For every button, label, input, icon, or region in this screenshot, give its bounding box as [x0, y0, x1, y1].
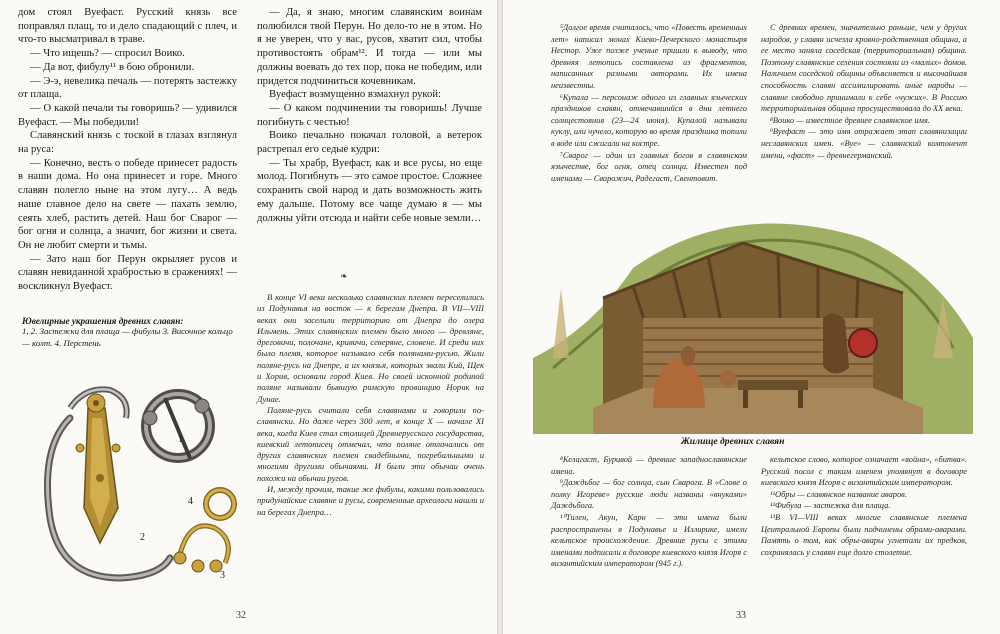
footnote: ⁶Купала — персонаж одного из главных языческих праздников славян, отмечавшийся в дни летнего солнцестояния (23—24 июня). Купалой называли куклу, или чучело, которую во время праздника топили в воде или сжигали на костре.	[551, 92, 747, 148]
left-page	[0, 0, 497, 634]
figure-label: 3	[220, 570, 225, 581]
history-text	[257, 292, 484, 518]
jewelry-caption	[22, 316, 242, 349]
footnote: С древних времен, значительно раньше, чем у других народов, у славян исчезла кровно-родственная община, а ее место заняла соседская (территориальная) община. Поэтому славянские селения состояли из «малых» домов. Наличием соседской общины объясняется и высочайшая способность славян ассимилировать иные народы — славяне свободно принимали к себе «чужих». В Россию территориальная община просуществовала до XX века.	[761, 23, 967, 114]
jewelry-illustration	[30, 378, 240, 598]
paragraph: — Зато наш бог Перун окрыляет русов и славян невиданной храбростью в сражениях! — воскликнул Вуефаст.	[18, 253, 237, 293]
paragraph: — Конечно, весть о победе принесет радость в наши дома. Но она принесет и горе. Много славян полегло ныне на этом лугу… А ведь наше главное дело на свете — пахать землю, сеять хлеб, растить детей. Наш бог Сварог — бог огня и солнца, а значит, бог жизни и света. Он не любит смерти и тьмы.	[18, 157, 237, 251]
left-col2-text	[257, 6, 482, 225]
jewelry-caption-body: 1, 2. Застежки для плаща — фибулы 3. Височное кольцо — колт. 4. Перстень	[22, 326, 233, 348]
temple-ring-icon	[174, 526, 228, 572]
paragraph: Поляне-русь считали себя славянами и говорили по-славянски. Но даже через 300 лет, в конце X — начале XI века, когда Киев стал столицей Древнерусского государства, киевский летописец отмечал, что поляне отличались от других славянских племен свадебными, погребальными и многими другими обычаями. И были эти обычаи очень похожи на обычаи ругов.	[257, 404, 484, 483]
footnote: ⁵Долгое время считалось, что «Повесть временных лет» написал монах Киево-Печерского монастыря Нестор. Уже позже ученые пришли к выводу, что древняя летопись составлена из фрагментов, написанных разными авторами. Их имена неизвестны.	[551, 23, 747, 90]
paragraph: — Да вот, фибулу¹¹ в бою обронили.	[30, 61, 195, 73]
right-notes-col2	[761, 22, 967, 161]
footnote: ⁸Келагаст, Буривой — древние западнославянские имена.	[551, 455, 747, 476]
paragraph: — Что ищешь? — спросил Воико.	[30, 48, 185, 60]
paragraph: — О какой печали ты говоришь? — удивился Вуефаст. — Мы победили!	[18, 102, 237, 128]
right-notes-bottom-col1	[551, 454, 747, 570]
ring-icon	[206, 490, 234, 518]
paragraph: Славянский князь с тоской в глазах взглянул на руса:	[18, 130, 237, 156]
paragraph: Вуефаст возмущенно взмахнул рукой:	[269, 89, 441, 101]
page-number: 33	[736, 610, 746, 621]
footnote: ⁹Вуефаст — это имя отражает этап славянизации неславянских имен. «Вуе» — славянский компонент имени, «фаст» — древнегерманский.	[761, 127, 967, 160]
footnote: ⁹Даждьбог — бог солнца, сын Сварога. В «Слове о полку Игореве» русские люди названы «внуками» Даждьбога.	[551, 478, 747, 511]
paragraph: — О каком подчинении ты говоришь! Лучше погибнуть с честью!	[257, 102, 482, 128]
figure-label: 2	[140, 532, 145, 543]
section-ornament: ❧	[340, 272, 349, 282]
figure-label: 4	[188, 496, 193, 507]
page-number: 32	[236, 610, 246, 621]
footnote: ¹²Фибула — застежка для плаща.	[770, 501, 891, 511]
fibula-ring-icon	[143, 394, 210, 458]
paragraph: В конце VI века несколько славянских племен переселились из Подунавья на восток — к берегам Днепра. В VII—VIII веках они заселили территорию от Днепра до озера Ильмень. Этих славянских племен было много — древляне, дреговичи, полочане, кривичи, северяне, словене. И среди них было племя, которое называло себя полянами-русью. Жили поляне-русь на Днепре, а их князья, которых звали Кий, Щек и Хорив, основали город Киев. Но своей исконной родиной поляне называли бывшую римскую провинцию Норик на Дунае.	[257, 292, 484, 404]
paragraph: — Да, я знаю, многим славянским воинам полюбился твой Перун. Но дело-то не в этом. Но я не уверен, что у вас, русов, хватит сил, чтобы противостоять обрам¹². И тогда — или мы должны воевать до тех пор, пока не победим, или придется подчиниться кочевникам.	[257, 7, 482, 87]
jewelry-caption-title: Ювелирные украшения древних славян:	[22, 316, 184, 326]
illustration-caption: Жилище древних славян	[681, 436, 785, 447]
paragraph: — Э-э, невелика печаль — потерять застежку от плаща.	[18, 75, 237, 101]
left-col1-text	[18, 6, 237, 294]
footnote: ⁷Сварог — один из главных богов в славянском язычестве, бог огня, отец солнца. Известен под именами — Сварожич, Радегаст, Свентовит.	[551, 150, 747, 183]
footnote: ⁸Воико — известное древнее славянское имя.	[770, 115, 930, 125]
right-notes-bottom-col2	[761, 454, 967, 558]
right-page	[503, 0, 1000, 634]
footnote: ¹⁰Тилен, Акун, Карн — эти имена были распространены в Подунавье и Иллирике, имели кельтское происхождение. Древние русы с этими именами подписали в договоре киевского князя Игоря с византийским императором (945 г.).	[551, 512, 747, 569]
figure-label: 1	[178, 434, 183, 445]
right-notes-col1	[551, 22, 747, 184]
paragraph: дом стоял Вуефаст. Русский князь все поправлял плащ, то и дело спадающий с плеч, и что-то высматривал в траве.	[18, 7, 237, 46]
footnote: ¹¹Обры — славянское название аваров.	[770, 489, 907, 499]
paragraph: И, между прочим, такие же фибулы, какими пользовались придунайские славяне и русы, современные археологи нашли и на берегах Днепра…	[257, 484, 484, 517]
dwelling-illustration	[533, 208, 973, 434]
footnote: кельтское слово, которое означает «война», «битва». Русский посол с таким именем упомянут в договоре киевского князя Игоря с византийским императором.	[761, 455, 967, 488]
paragraph: Воико печально покачал головой, а ветерок растрепал его седые кудри:	[257, 130, 482, 156]
footnote: ¹³В VI—VIII веках многие славянские племена Центральной Европы были подчинены обрами-аварами. Память о том, как обры-авары угнетали их предков, сохранялась у славян еще долго столетие.	[761, 512, 967, 557]
paragraph: — Ты храбр, Вуефаст, как и все русы, но еще молод. Погибнуть — это самое простое. Сложнее сохранить свой народ и дать возможность жить ему дальше. Потому все чаще думаю я — мы должны уйти отсюда и найти себе новые земли…	[257, 157, 482, 224]
